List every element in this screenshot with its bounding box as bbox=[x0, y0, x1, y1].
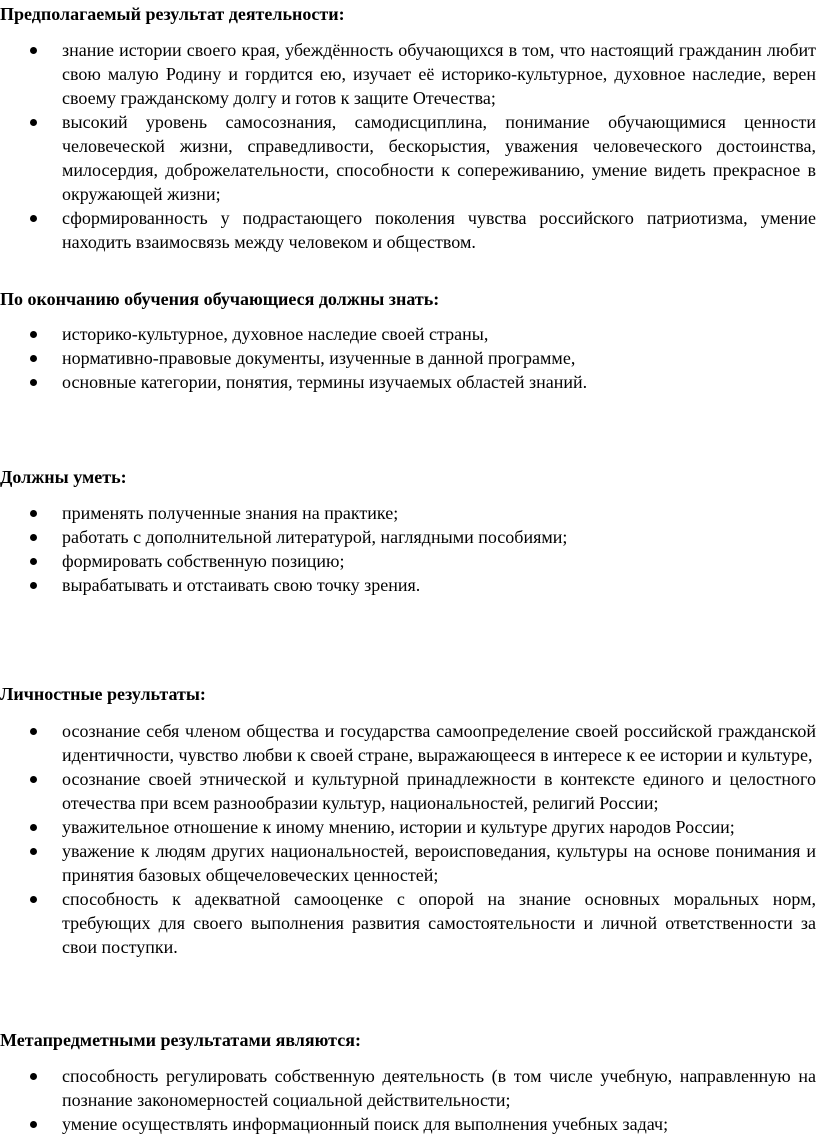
bullet-list-meta-results bbox=[0, 1064, 816, 1136]
bullet-icon bbox=[30, 534, 37, 541]
bullet-icon bbox=[30, 582, 37, 589]
bullet-icon bbox=[30, 47, 37, 54]
list-item: нормативно-правовые документы, изученные в данной программе, bbox=[0, 346, 816, 370]
bullet-icon bbox=[30, 776, 37, 783]
bullet-list-must-know bbox=[0, 322, 816, 394]
bullet-icon bbox=[30, 355, 37, 362]
list-item: высокий уровень самосознания, самодисциплина, понимание обучающимися ценности человеческой жизни, справедливости, бескорыстия, уважения человеческого достоинства, милосердия, доброжелательности, способности к сопереживанию, умение видеть прекрасное в окружающей жизни; bbox=[0, 110, 816, 206]
list-item: работать с дополнительной литературой, наглядными пособиями; bbox=[0, 525, 816, 549]
list-item: осознание себя членом общества и государства самоопределение своей российской гражданской идентичности, чувство любви к своей стране, выражающееся в интересе к ее истории и культуре, bbox=[0, 719, 816, 767]
section-heading-personal-results: Личностные результаты: bbox=[0, 684, 206, 704]
bullet-list-expected-results bbox=[0, 38, 816, 254]
bullet-icon bbox=[30, 1121, 37, 1128]
list-item: основные категории, понятия, термины изучаемых областей знаний. bbox=[0, 370, 816, 394]
bullet-list-personal-results bbox=[0, 719, 816, 959]
bullet-list-must-be-able bbox=[0, 501, 816, 597]
section-heading-must-know: По окончанию обучения обучающиеся должны знать: bbox=[0, 289, 440, 309]
section-heading-must-be-able: Должны уметь: bbox=[0, 467, 127, 487]
list-item: сформированность у подрастающего поколения чувства российского патриотизма, умение находить взаимосвязь между человеком и обществом. bbox=[0, 206, 816, 254]
list-item: вырабатывать и отстаивать свою точку зрения. bbox=[0, 573, 816, 597]
list-item: уважение к людям других национальностей, вероисповедания, культуры на основе понимания и принятия базовых общечеловеческих ценностей; bbox=[0, 839, 816, 887]
list-item: применять полученные знания на практике; bbox=[0, 501, 816, 525]
bullet-icon bbox=[30, 896, 37, 903]
list-item: умение осуществлять информационный поиск для выполнения учебных задач; bbox=[0, 1112, 816, 1136]
bullet-icon bbox=[30, 379, 37, 386]
list-item: осознание своей этнической и культурной принадлежности в контексте единого и целостного отечества при всем разнообразии культур, национальностей, религий России; bbox=[0, 767, 816, 815]
bullet-icon bbox=[30, 728, 37, 735]
list-item: формировать собственную позицию; bbox=[0, 549, 816, 573]
bullet-icon bbox=[30, 824, 37, 831]
bullet-icon bbox=[30, 848, 37, 855]
list-item: способность к адекватной самооценке с опорой на знание основных моральных норм, требующих для своего выполнения развития самостоятельности и личной ответственности за свои поступки. bbox=[0, 887, 816, 959]
section-heading-expected-results: Предполагаемый результат деятельности: bbox=[0, 4, 345, 24]
bullet-icon bbox=[30, 215, 37, 222]
bullet-icon bbox=[30, 119, 37, 126]
list-item: способность регулировать собственную деятельность (в том числе учебную, направленную на познание закономерностей социальной действительности; bbox=[0, 1064, 816, 1112]
section-heading-meta-results: Метапредметными результатами являются: bbox=[0, 1030, 361, 1050]
list-item: уважительное отношение к иному мнению, истории и культуре других народов России; bbox=[0, 815, 816, 839]
list-item: историко-культурное, духовное наследие своей страны, bbox=[0, 322, 816, 346]
bullet-icon bbox=[30, 331, 37, 338]
list-item: знание истории своего края, убеждённость обучающихся в том, что настоящий гражданин любит свою малую Родину и гордится ею, изучает её историко-культурное, духовное наследие, верен своему гражданскому долгу и готов к защите Отечества; bbox=[0, 38, 816, 110]
bullet-icon bbox=[30, 510, 37, 517]
bullet-icon bbox=[30, 1073, 37, 1080]
bullet-icon bbox=[30, 558, 37, 565]
